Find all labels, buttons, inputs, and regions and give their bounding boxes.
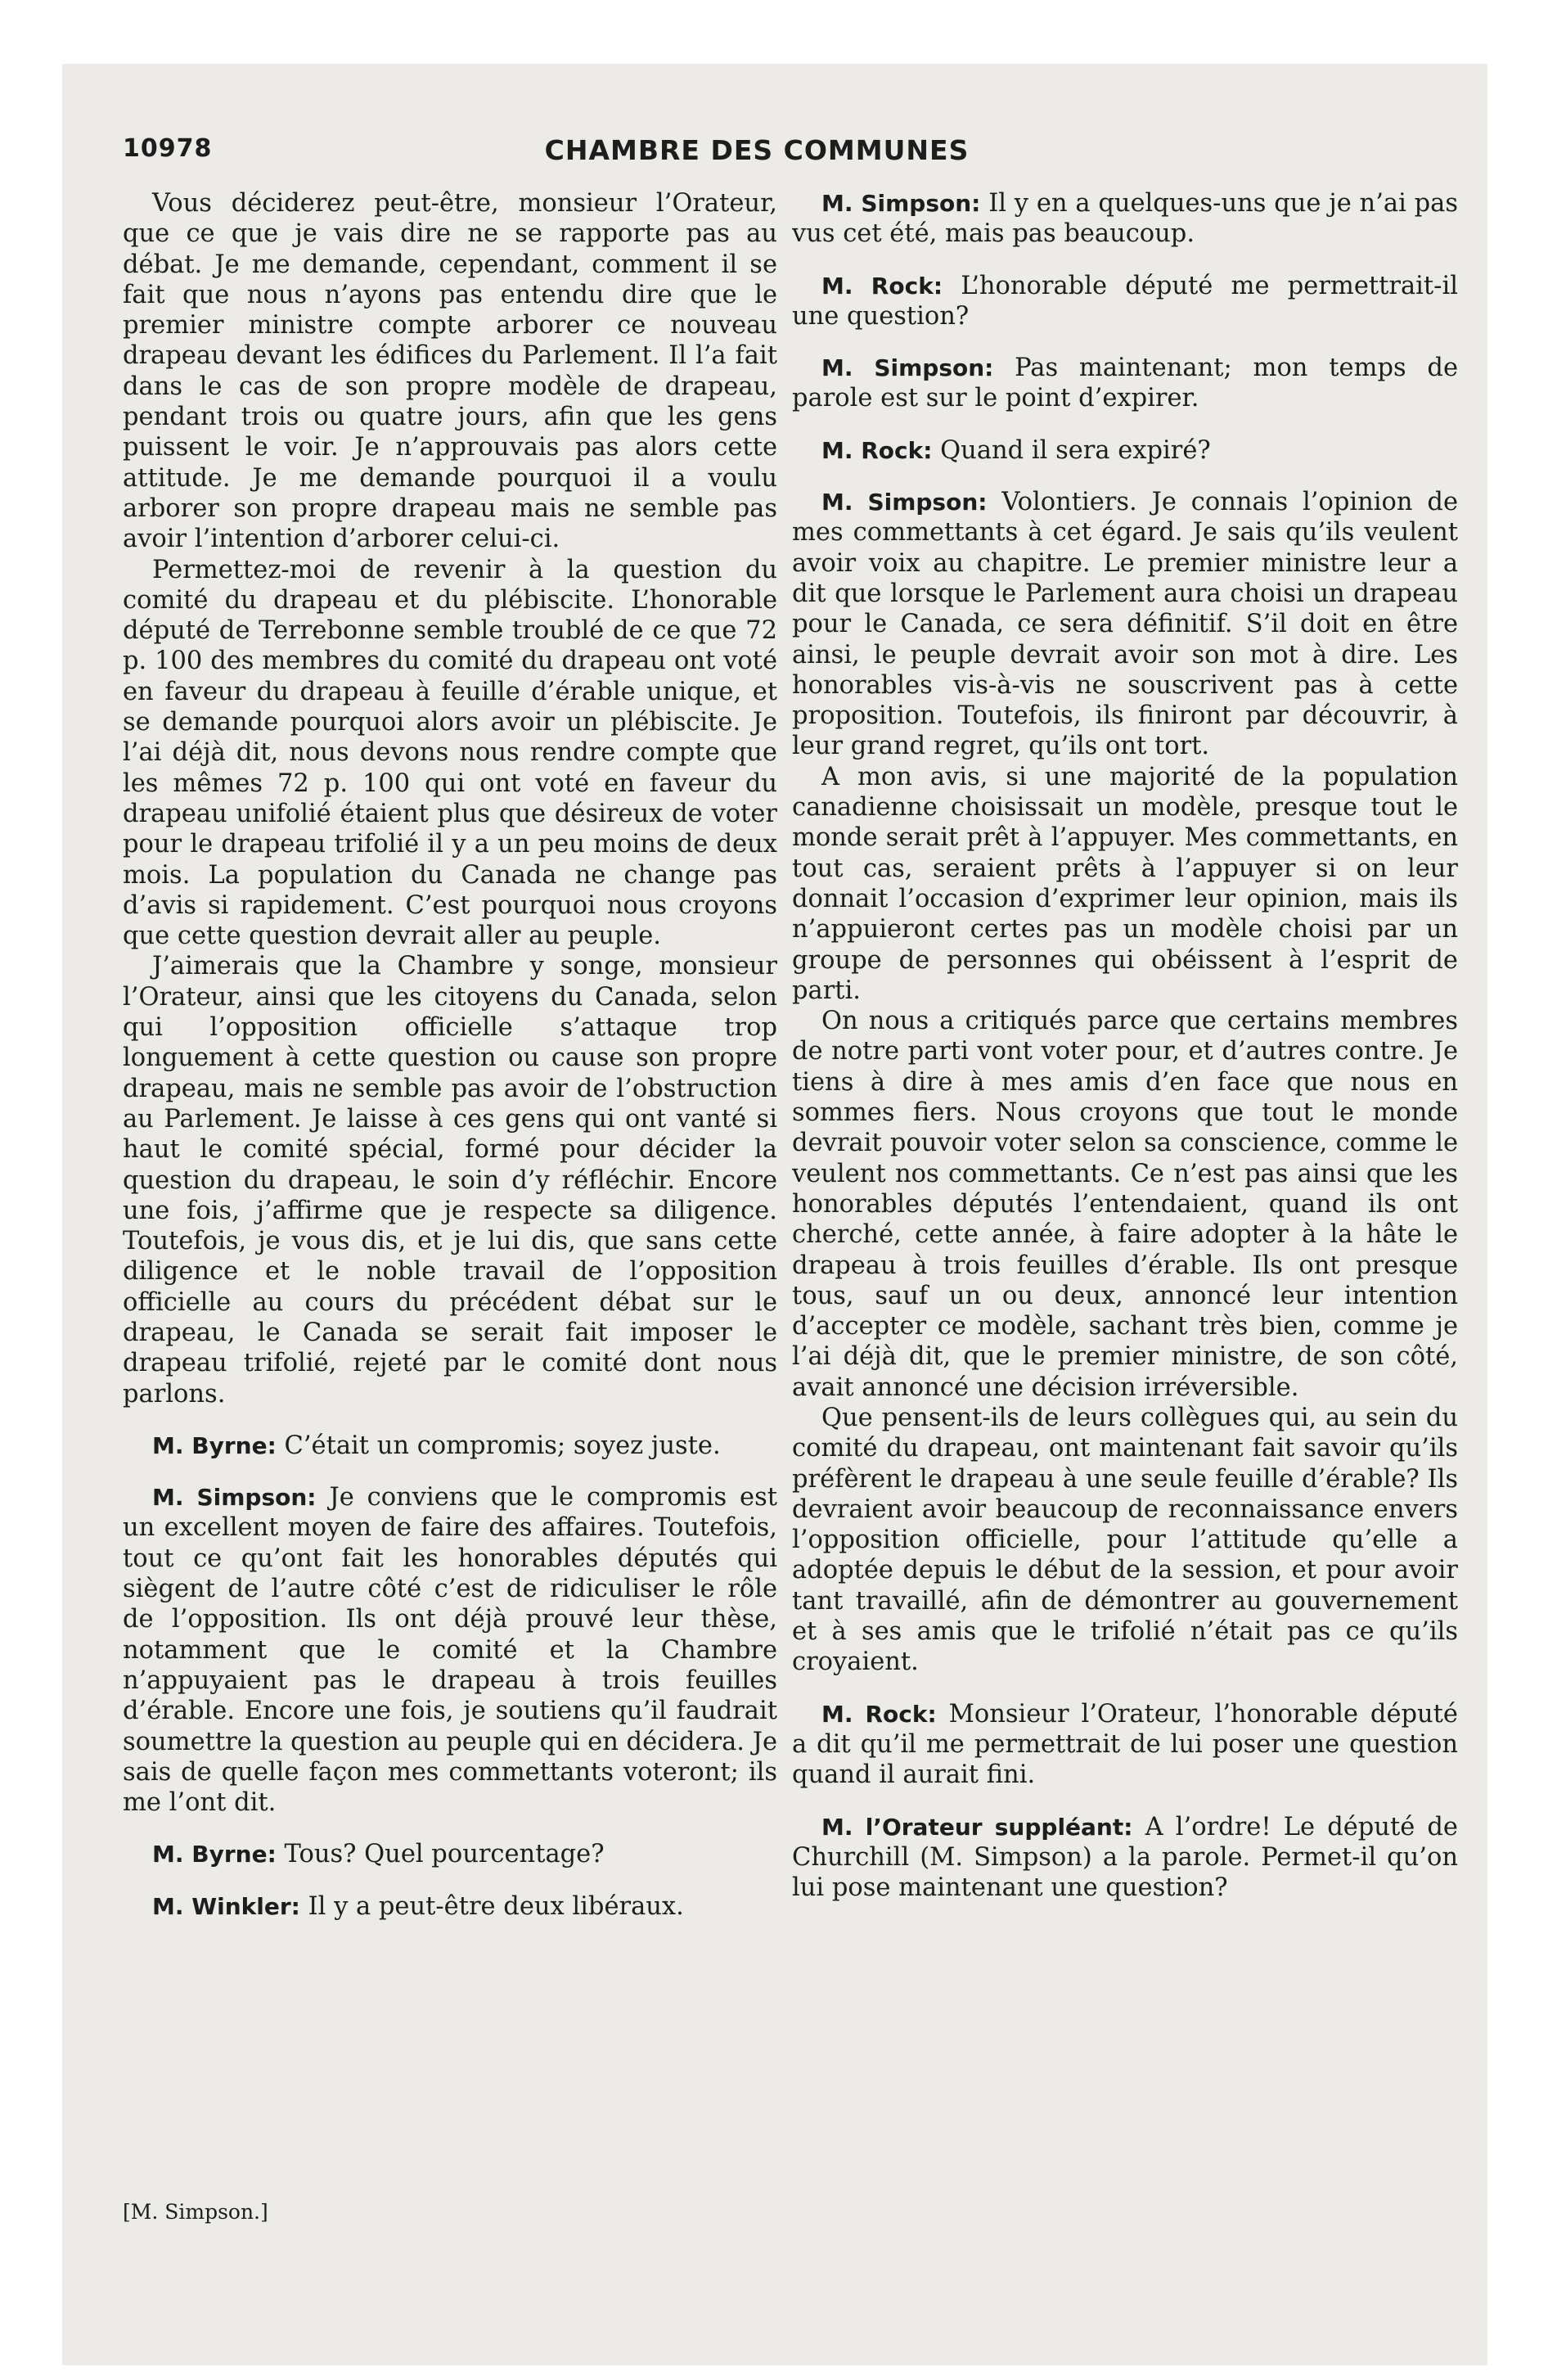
paragraph [792, 1006, 1458, 1403]
speech [792, 188, 1458, 250]
speaker-name: M. Byrne: [152, 1841, 277, 1868]
speech-text: Monsieur l’Orateur, l’honorable député a dit qu’il me permettrait de lui poser une question quand il aurait fini. [792, 1699, 1458, 1790]
speech-text: C’était un compromis; soyez juste. [284, 1431, 721, 1460]
paragraph-text: On nous a critiqués parce que certains membres de notre parti vont voter pour, et d’autres contre. Je tiens à dire à mes amis d’en face que nous en sommes fiers. Nous croyons que tout le monde devrait pouvoir voter selon sa conscience, comme le veulent nos commettants. Ce n’est pas ainsi que les honorables députés l’entendaient, quand ils ont cherché, cette année, à faire adopter à la hâte le drapeau à trois feuilles d’érable. Ils ont presque tous, sauf un ou deux, annoncé leur intention d’accepter ce modèle, sachant très bien, comme je l’ai déjà dit, que le premier ministre, de son côté, avait annoncé une décision irréversible. [792, 1007, 1458, 1402]
speech [123, 1431, 777, 1461]
paragraph-text: A mon avis, si une majorité de la population canadienne choisissait un modèle, presque tout le monde serait prêt à l’appuyer. Mes commettants, en tout cas, seraient prêts à l’appuyer si on leur donnait l’occasion d’exprimer leur opinion, mais ils n’appuieront certes pas un modèle choisi par un groupe de personnes qui obéissent à l’esprit de parti. [792, 762, 1458, 1005]
page-number: 10978 [123, 134, 213, 163]
running-head: CHAMBRE DES COMMUNES [544, 134, 970, 166]
speech-text: Il y en a quelques-uns que je n’ai pas vus cet été, mais pas beaucoup. [792, 189, 1458, 249]
paragraph [792, 762, 1458, 1006]
speech-text: Je conviens que le compromis est un excellent moyen de faire des affaires. Toutefois, tout ce qu’ont fait les honorables députés qui siègent de l’autre côté c’est de ridiculiser le rôle de l’opposition. Ils ont déjà prouvé leur thèse, notamment que le comité et la Chambre n’appuyaient pas le drapeau à trois feuilles d’érable. Encore une fois, je soutiens qu’il faudrait soumettre la question au peuple qui en décidera. Je sais de quelle façon mes commettants voteront; ils me l’ont dit. [123, 1483, 778, 1818]
speech [792, 1812, 1458, 1904]
speech-text: Quand il sera expiré? [940, 435, 1211, 465]
page-header [123, 134, 1432, 172]
speech [792, 271, 1458, 332]
speech [792, 487, 1458, 762]
speech [792, 353, 1458, 414]
speaker-name: M. l’Orateur suppléant: [821, 1813, 1133, 1841]
paragraph-text: J’aimerais que la Chambre y songe, monsieur l’Orateur, ainsi que les citoyens du Canada, selon qui l’opposition officielle s’attaque trop longuement à cette question ou cause son propre drapeau, mais ne semble pas avoir de l’obstruction au Parlement. Je laisse à ces gens qui ont vanté si haut le comité spécial, formé pour décider la question du drapeau, le soin d’y réfléchir. Encore une fois, j’affirme que je respecte sa diligence. Toutefois, je vous dis, et je lui dis, que sans cette diligence et le noble travail de l’opposition officielle au cours du précédent débat sur le drapeau, le Canada se serait fait imposer le drapeau trifolié, rejeté par le comité dont nous parlons. [123, 952, 777, 1409]
speech-text: Tous? Quel pourcentage? [284, 1840, 605, 1869]
speech-text: L’honorable député me permettrait-il une question? [792, 271, 1458, 331]
speech [123, 1891, 777, 1922]
speaker-name: M. Simpson: [821, 489, 988, 516]
speech [792, 435, 1458, 466]
speaker-name: M. Rock: [821, 272, 943, 300]
paragraph-text: Que pensent-ils de leurs collègues qui, au sein du comité du drapeau, ont maintenant fait savoir qu’ils préfèrent le drapeau à une seule feuille d’érable? Ils devraient avoir beaucoup de reconnaissance envers l’opposition officielle, pour l’attitude qu’elle a adoptée depuis le début de la session, et pour avoir tant travaillé, afin de démontrer au gouvernement et à ses amis que le trifolié n’était pas ce qu’ils croyaient. [792, 1403, 1458, 1677]
right-column [792, 188, 1458, 1903]
speaker-name: M. Simpson: [152, 1484, 317, 1512]
speech-text: A l’ordre! Le député de Churchill (M. Simpson) a la parole. Permet-il qu’on lui pose maintenant une question? [792, 1812, 1458, 1903]
left-column [123, 188, 777, 1922]
speech-text: Volontiers. Je connais l’opinion de mes commettants à cet égard. Je sais qu’ils veulent avoir voix au chapitre. Le premier ministre leur a dit que lorsque le Parlement aura choisi un drapeau pour le Canada, ce sera définitif. S’il doit en être ainsi, le peuple devrait avoir son mot à dire. Les honorables vis-à-vis ne souscrivent pas à cette proposition. Toutefois, ils finiront par découvrir, à leur grand regret, qu’ils ont tort. [792, 488, 1458, 761]
speaker-name: M. Simpson: [821, 354, 994, 382]
speech-text: Pas maintenant; mon temps de parole est sur le point d’expirer. [792, 354, 1458, 413]
speaker-name: M. Winkler: [152, 1892, 300, 1920]
speaker-name: M. Rock: [821, 436, 933, 464]
paragraph [792, 1403, 1458, 1678]
speech-text: Il y a peut-être deux libéraux. [308, 1891, 684, 1921]
speaker-name: M. Simpson: [821, 190, 981, 217]
paragraph-text: Vous déciderez peut-être, monsieur l’Orateur, que ce que je vais dire ne se rapporte pas au débat. Je me demande, cependant, comment il se fait que nous n’ayons pas entendu dire que le premier ministre compte arborer ce nouveau drapeau devant les édifices du Parlement. Il l’a fait dans le cas de son propre modèle de drapeau, pendant trois ou quatre jours, afin que les gens puissent le voir. Je n’approuvais pas alors cette attitude. Je me demande pourquoi il a voulu arborer son propre drapeau mais ne semble pas avoir l’intention d’arborer celui-ci. [123, 189, 777, 554]
speech [123, 1839, 777, 1869]
speaker-name: M. Byrne: [152, 1431, 277, 1459]
footnote-speaker-ref: [M. Simpson.] [123, 2200, 268, 2224]
speaker-name: M. Rock: [821, 1700, 937, 1728]
paragraph [123, 555, 777, 952]
speech [792, 1699, 1458, 1791]
paragraph [123, 188, 777, 555]
speech [123, 1482, 777, 1818]
paragraph-text: Permettez-moi de revenir à la question du comité du drapeau et du plébiscite. L’honorable député de Terrebonne semble troublé de ce que 72 p. 100 des membres du comité du drapeau ont voté en faveur du drapeau à feuille d’érable unique, et se demande pourquoi alors avoir un plébiscite. Je l’ai déjà dit, nous devons nous rendre compte que les mêmes 72 p. 100 qui ont voté en faveur du drapeau unifolié étaient plus que désireux de voter pour le drapeau trifolié il y a un peu moins de deux mois. La population du Canada ne change pas d’avis si rapidement. C’est pourquoi nous croyons que cette question devrait aller au peuple. [123, 555, 777, 951]
paragraph [123, 951, 777, 1409]
